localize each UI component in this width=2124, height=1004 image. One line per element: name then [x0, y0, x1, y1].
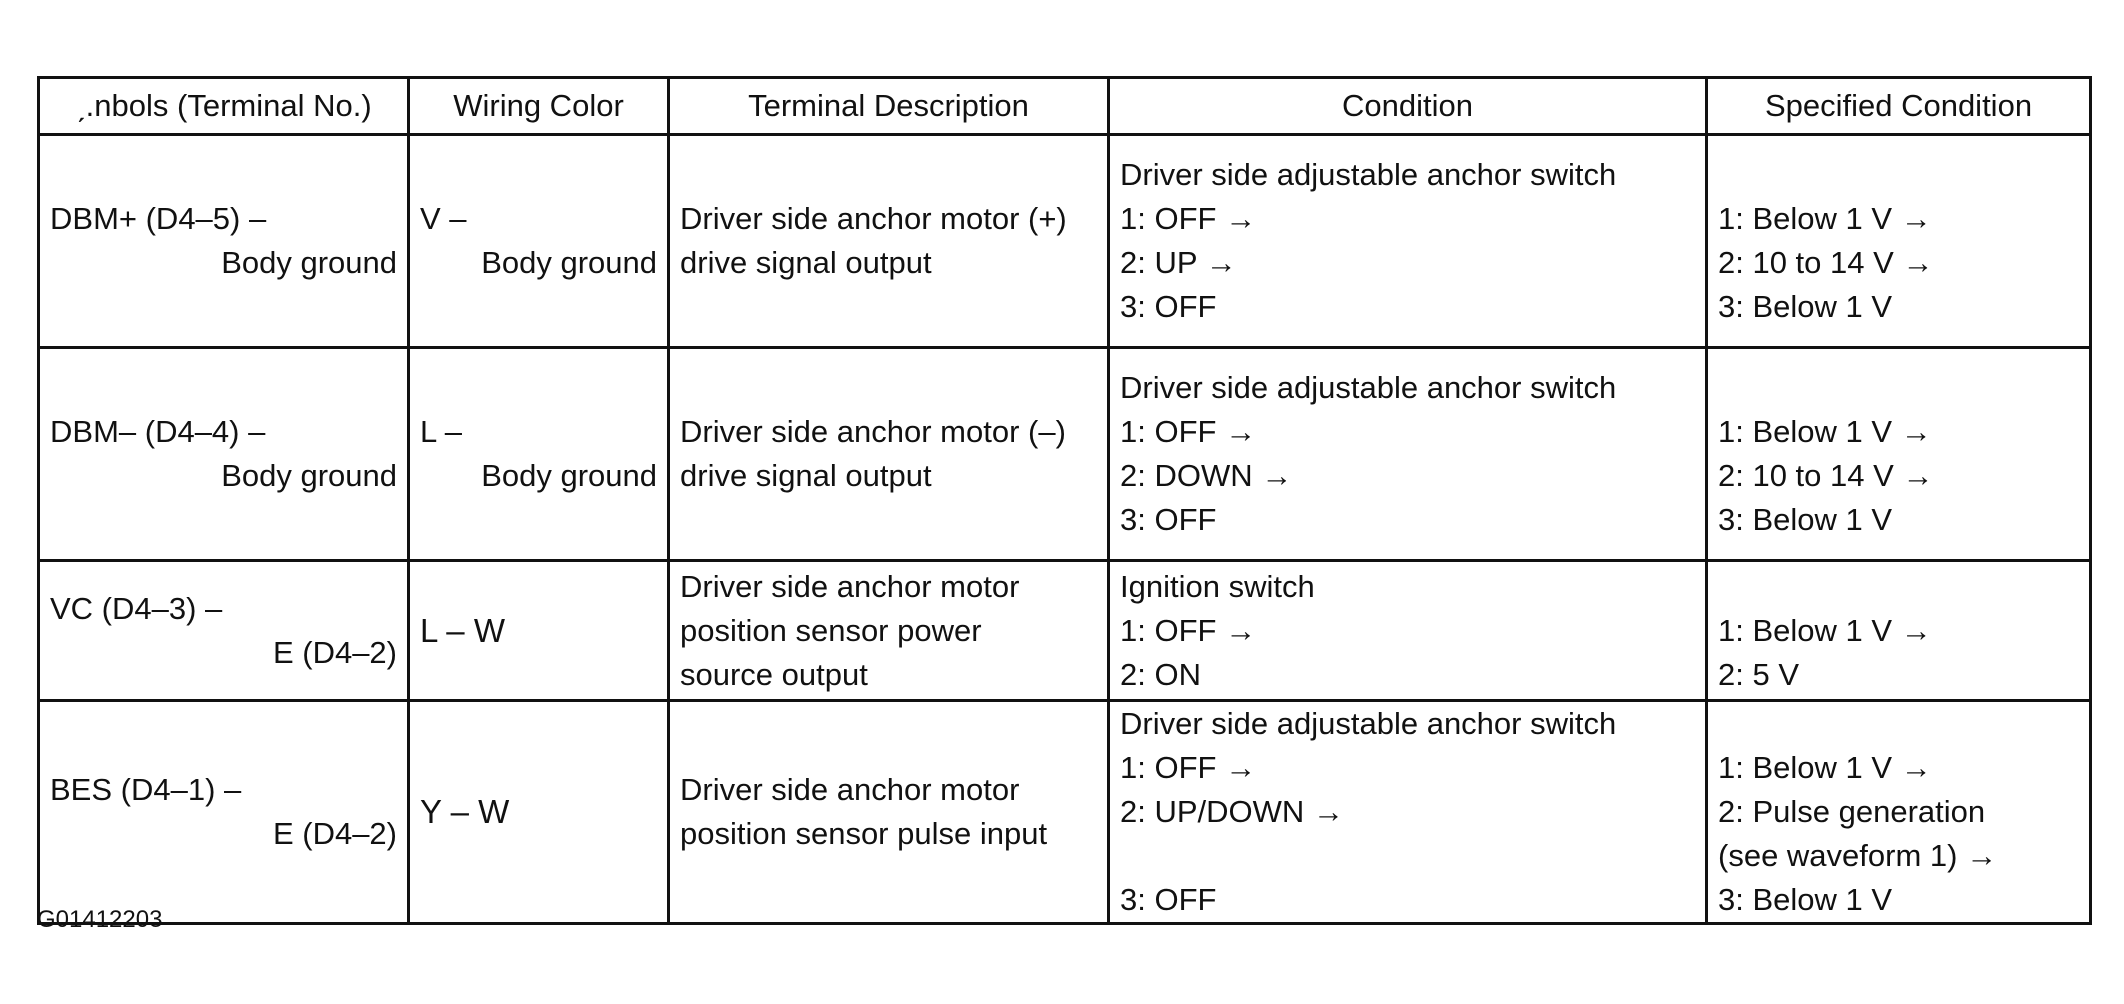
specified-line: 2: 10 to 14 V → — [1718, 245, 1934, 280]
condition-line: Ignition switch — [1120, 568, 1315, 604]
specified-cell — [1707, 135, 2091, 348]
table-row — [39, 135, 2091, 348]
specified-line: 1: Below 1 V → — [1718, 201, 1932, 236]
table-header-row — [39, 78, 2091, 135]
symbol-cell — [39, 348, 409, 561]
symbol-terminal: DBM+ (D4–5) – — [50, 201, 267, 236]
condition-line: Driver side adjustable anchor switch — [1120, 157, 1617, 192]
condition-cell — [1109, 561, 1707, 701]
wiring-cell — [409, 348, 669, 561]
condition-line: 2: DOWN → — [1120, 458, 1293, 493]
description-cell — [669, 348, 1109, 561]
header-wiring-color: Wiring Color — [409, 78, 669, 135]
header-terminal-description: Terminal Description — [669, 78, 1109, 135]
description-line: Driver side anchor motor — [680, 772, 1020, 807]
condition-line: Driver side adjustable anchor switch — [1120, 370, 1617, 405]
specified-line: 3: Below 1 V — [1718, 289, 1893, 324]
symbol-terminal: BES (D4–1) – — [50, 772, 242, 807]
specified-line: 1: Below 1 V → — [1718, 414, 1932, 449]
condition-line: 2: ON — [1120, 656, 1201, 692]
wiring-cell — [409, 135, 669, 348]
specified-line: 1: Below 1 V → — [1718, 750, 1932, 785]
wiring-color: Y – W — [420, 793, 510, 830]
wiring-ground: Body ground — [481, 245, 657, 280]
wiring-color: L – W — [420, 611, 505, 649]
specified-line: 2: Pulse generation — [1718, 794, 1986, 829]
header-condition: Condition — [1109, 78, 1707, 135]
specified-line: 2: 10 to 14 V → — [1718, 458, 1934, 493]
symbol-cell — [39, 135, 409, 348]
condition-line: Driver side adjustable anchor switch — [1120, 706, 1617, 741]
specified-cell — [1707, 348, 2091, 561]
condition-line: 2: UP → — [1120, 245, 1237, 280]
header-symbols: ˏ.nbols (Terminal No.) — [39, 78, 409, 135]
description-cell — [669, 701, 1109, 924]
wiring-color: L – — [420, 414, 462, 449]
description-line: Driver side anchor motor (–) — [680, 414, 1066, 449]
condition-cell — [1109, 701, 1707, 924]
condition-line: 1: OFF → — [1120, 612, 1257, 648]
condition-cell — [1109, 135, 1707, 348]
description-line: source output — [680, 656, 868, 692]
condition-line: 3: OFF — [1120, 289, 1217, 324]
specified-line: 3: Below 1 V — [1718, 882, 1893, 917]
table-row — [39, 348, 2091, 561]
wiring-cell — [409, 701, 669, 924]
specified-cell — [1707, 561, 2091, 701]
symbol-cell — [39, 561, 409, 701]
condition-line: 1: OFF → — [1120, 414, 1257, 449]
description-line: position sensor power — [680, 612, 982, 648]
condition-line: 3: OFF — [1120, 502, 1217, 537]
symbol-cell — [39, 701, 409, 924]
description-cell — [669, 561, 1109, 701]
condition-line: 1: OFF → — [1120, 750, 1257, 785]
specified-line: 2: 5 V — [1718, 656, 1799, 692]
figure-id: G01412203 — [37, 906, 163, 933]
specified-cell — [1707, 701, 2091, 924]
condition-line: 3: OFF — [1120, 882, 1217, 917]
description-line: Driver side anchor motor (+) — [680, 201, 1067, 236]
wiring-cell — [409, 561, 669, 701]
condition-line: 1: OFF → — [1120, 201, 1257, 236]
symbol-ground: Body ground — [221, 458, 397, 493]
table-row — [39, 561, 2091, 701]
description-line: Driver side anchor motor — [680, 568, 1020, 604]
specified-line: 1: Below 1 V → — [1718, 612, 1932, 648]
symbol-ground: Body ground — [221, 245, 397, 280]
symbol-ground: E (D4–2) — [272, 634, 397, 670]
wiring-ground: Body ground — [481, 458, 657, 493]
symbol-terminal: DBM– (D4–4) – — [50, 414, 266, 449]
description-line: drive signal output — [680, 458, 932, 493]
description-cell — [669, 135, 1109, 348]
description-line: position sensor pulse input — [680, 816, 1048, 851]
specified-line: (see waveform 1) → — [1718, 838, 1998, 873]
specified-line: 3: Below 1 V — [1718, 502, 1893, 537]
symbol-terminal: VC (D4–3) – — [50, 590, 223, 626]
header-specified-condition: Specified Condition — [1707, 78, 2091, 135]
table-row — [39, 701, 2091, 924]
condition-cell — [1109, 348, 1707, 561]
wiring-color: V – — [420, 201, 467, 236]
symbol-ground: E (D4–2) — [272, 816, 397, 851]
description-line: drive signal output — [680, 245, 932, 280]
condition-line: 2: UP/DOWN → — [1120, 794, 1344, 829]
terminal-inspection-table — [37, 76, 2092, 925]
